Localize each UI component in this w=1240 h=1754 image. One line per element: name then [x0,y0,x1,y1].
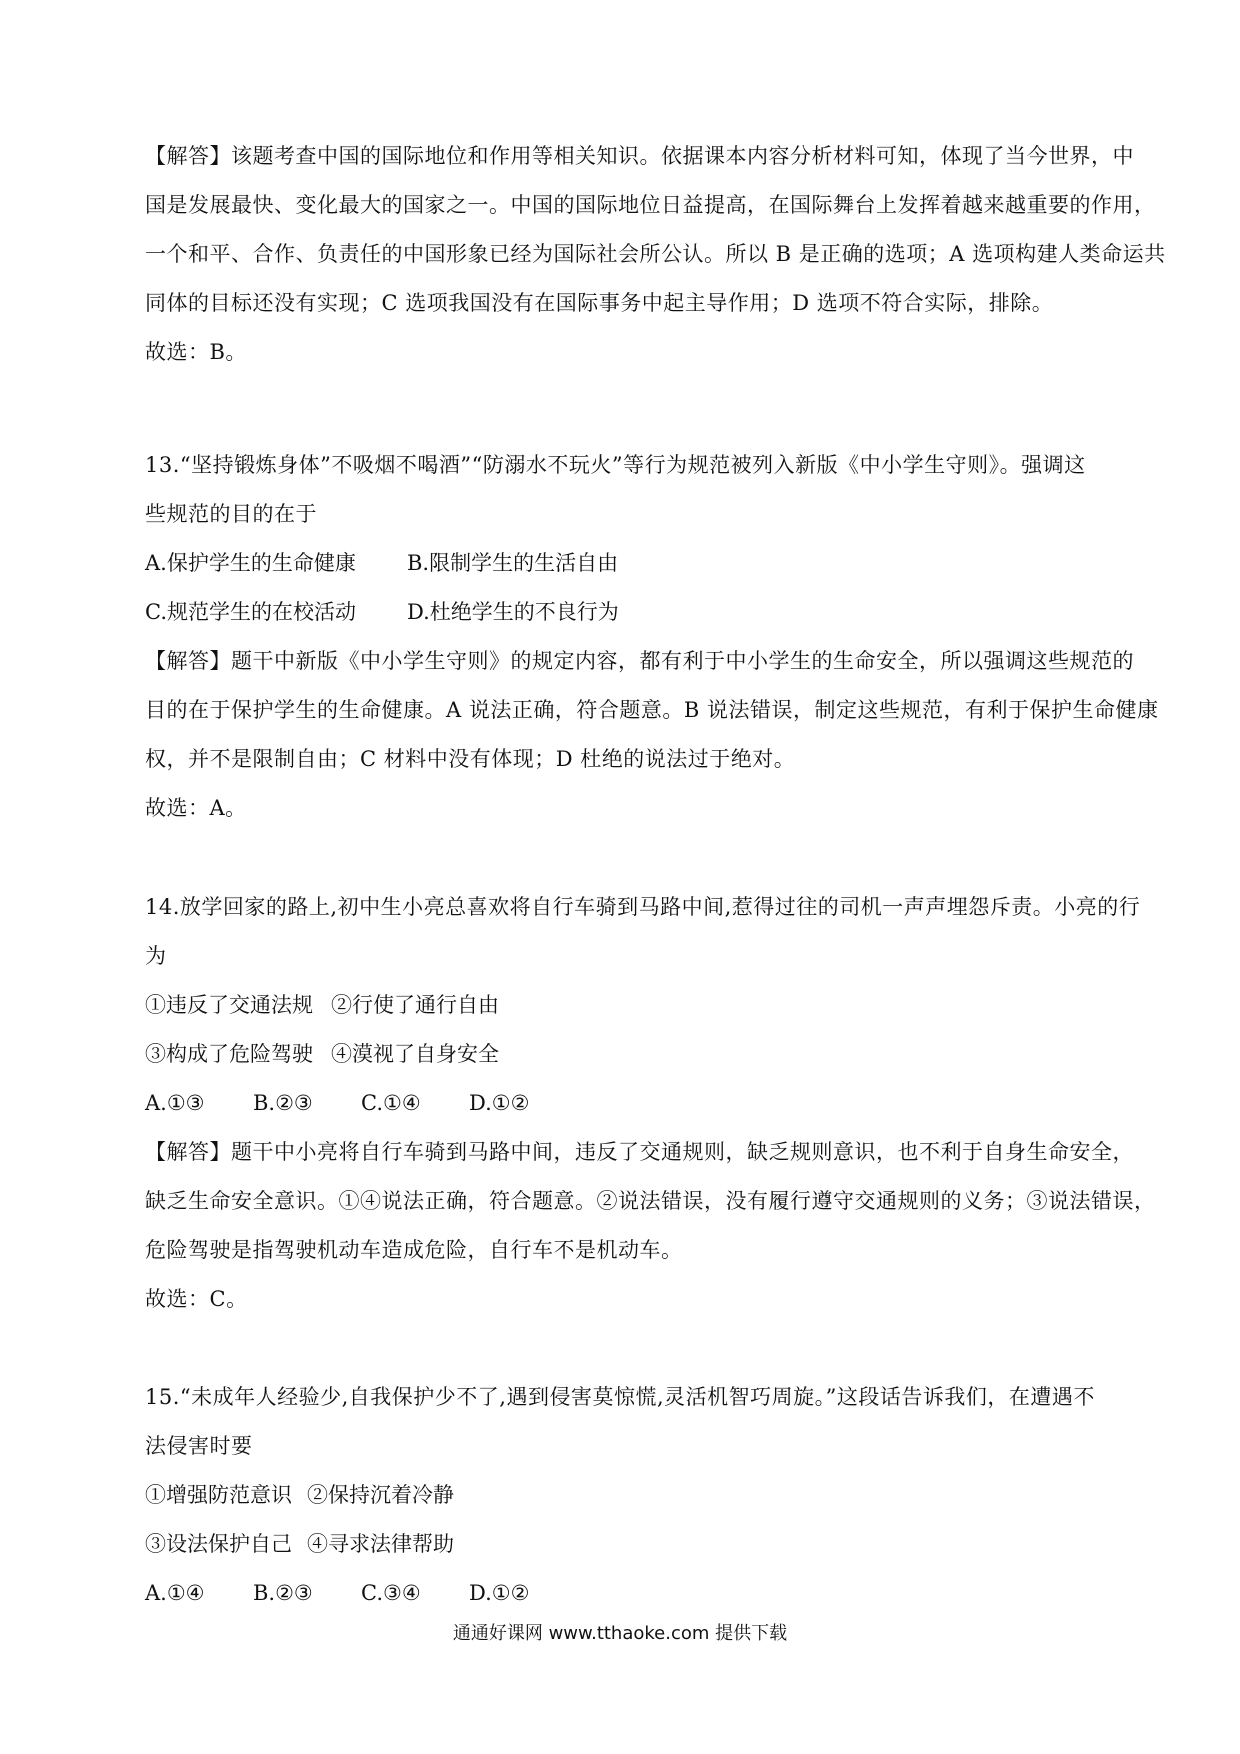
answer-line: 【解答】该题考查中国的国际地位和作用等相关知识。依据课本内容分析材料可知，体现了当今世界，中 [145,144,1134,168]
option-c: C.①④ [361,1091,421,1115]
option-a: A.①③ [145,1091,205,1115]
question-stem: 为 [145,944,167,968]
answer-line: 缺乏生命安全意识。①④说法正确，符合题意。②说法错误，没有履行遵守交通规则的义务；③说法错误， [145,1189,1156,1213]
statement-3: ③设法保护自己 [145,1532,292,1556]
question-13 [145,441,1159,833]
option-c: C.规范学生的在校活动 [145,600,356,624]
statement-1: ①增强防范意识 [145,1483,292,1507]
statement-1: ①违反了交通法规 [145,993,313,1017]
answer-conclusion: 故选：C。 [145,1287,248,1311]
answer-conclusion: 故选：B。 [145,340,247,364]
option-b: B.②③ [253,1581,313,1605]
page-footer: 通通好课网 www.tthaoke.com 提供下载 [452,1623,788,1644]
statement-2: ②行使了通行自由 [331,993,499,1017]
option-b: B.②③ [253,1091,313,1115]
statement-4: ④寻求法律帮助 [307,1532,454,1556]
question-14 [145,883,1156,1324]
option-row [145,1569,1135,1618]
statement-row [145,981,1135,1030]
question-stem: 些规范的目的在于 [145,502,317,526]
statement-3: ③构成了危险驾驶 [145,1042,313,1066]
option-a: A.①④ [145,1581,205,1605]
answer-line: 一个和平、合作、负责任的中国形象已经为国际社会所公认。所以 B 是正确的选项；A 选项构建人类命运共 [145,242,1166,266]
statement-row [145,1520,1135,1569]
statement-2: ②保持沉着冷静 [307,1483,454,1507]
option-d: D.杜绝学生的不良行为 [407,600,619,624]
answer-line: 【解答】题干中小亮将自行车骑到马路中间，违反了交通规则，缺乏规则意识，也不利于自身生命安全， [145,1140,1134,1164]
answer-line: 目的在于保护学生的生命健康。A 说法正确，符合题意。B 说法错误，制定这些规范，有利于保护生命健康 [145,698,1159,722]
option-row [145,588,1135,637]
answer-line: 【解答】题干中新版《中小学生守则》的规定内容，都有利于中小学生的生命安全，所以强调这些规范的 [145,649,1134,673]
option-d: D.①② [469,1091,530,1115]
statement-row [145,1030,1135,1079]
question-stem: 13.“坚持锻炼身体”不吸烟不喝酒”“防溺水不玩火”等行为规范被列入新版《中小学生守则》。强调这 [145,453,1086,477]
question-stem: 15.“未成年人经验少,自我保护少不了,遇到侵害莫惊慌,灵活机智巧周旋。”这段话告诉我们，在遭遇不 [145,1385,1095,1409]
question-stem: 法侵害时要 [145,1434,253,1458]
option-c: C.③④ [361,1581,421,1605]
answer-line: 国是发展最快、变化最大的国家之一。中国的国际地位日益提高，在国际舞台上发挥着越来越重要的作用， [145,193,1156,217]
answer-line: 同体的目标还没有实现；C 选项我国没有在国际事务中起主导作用；D 选项不符合实际，排除。 [145,291,1054,315]
answer-line: 危险驾驶是指驾驶机动车造成危险，自行车不是机动车。 [145,1238,683,1262]
option-row [145,539,1135,588]
statement-4: ④漠视了自身安全 [331,1042,499,1066]
option-b: B.限制学生的生活自由 [407,551,619,575]
statement-row [145,1471,1135,1520]
answer-12 [145,132,1166,377]
question-stem: 14.放学回家的路上,初中生小亮总喜欢将自行车骑到马路中间,惹得过往的司机一声声埋怨斥责。小亮的行 [145,895,1141,919]
answer-conclusion: 故选：A。 [145,796,247,820]
question-15 [145,1373,1135,1618]
option-row [145,1079,1135,1128]
option-a: A.保护学生的生命健康 [145,551,356,575]
option-d: D.①② [469,1581,530,1605]
answer-line: 权，并不是限制自由；C 材料中没有体现；D 杜绝的说法过于绝对。 [145,747,796,771]
